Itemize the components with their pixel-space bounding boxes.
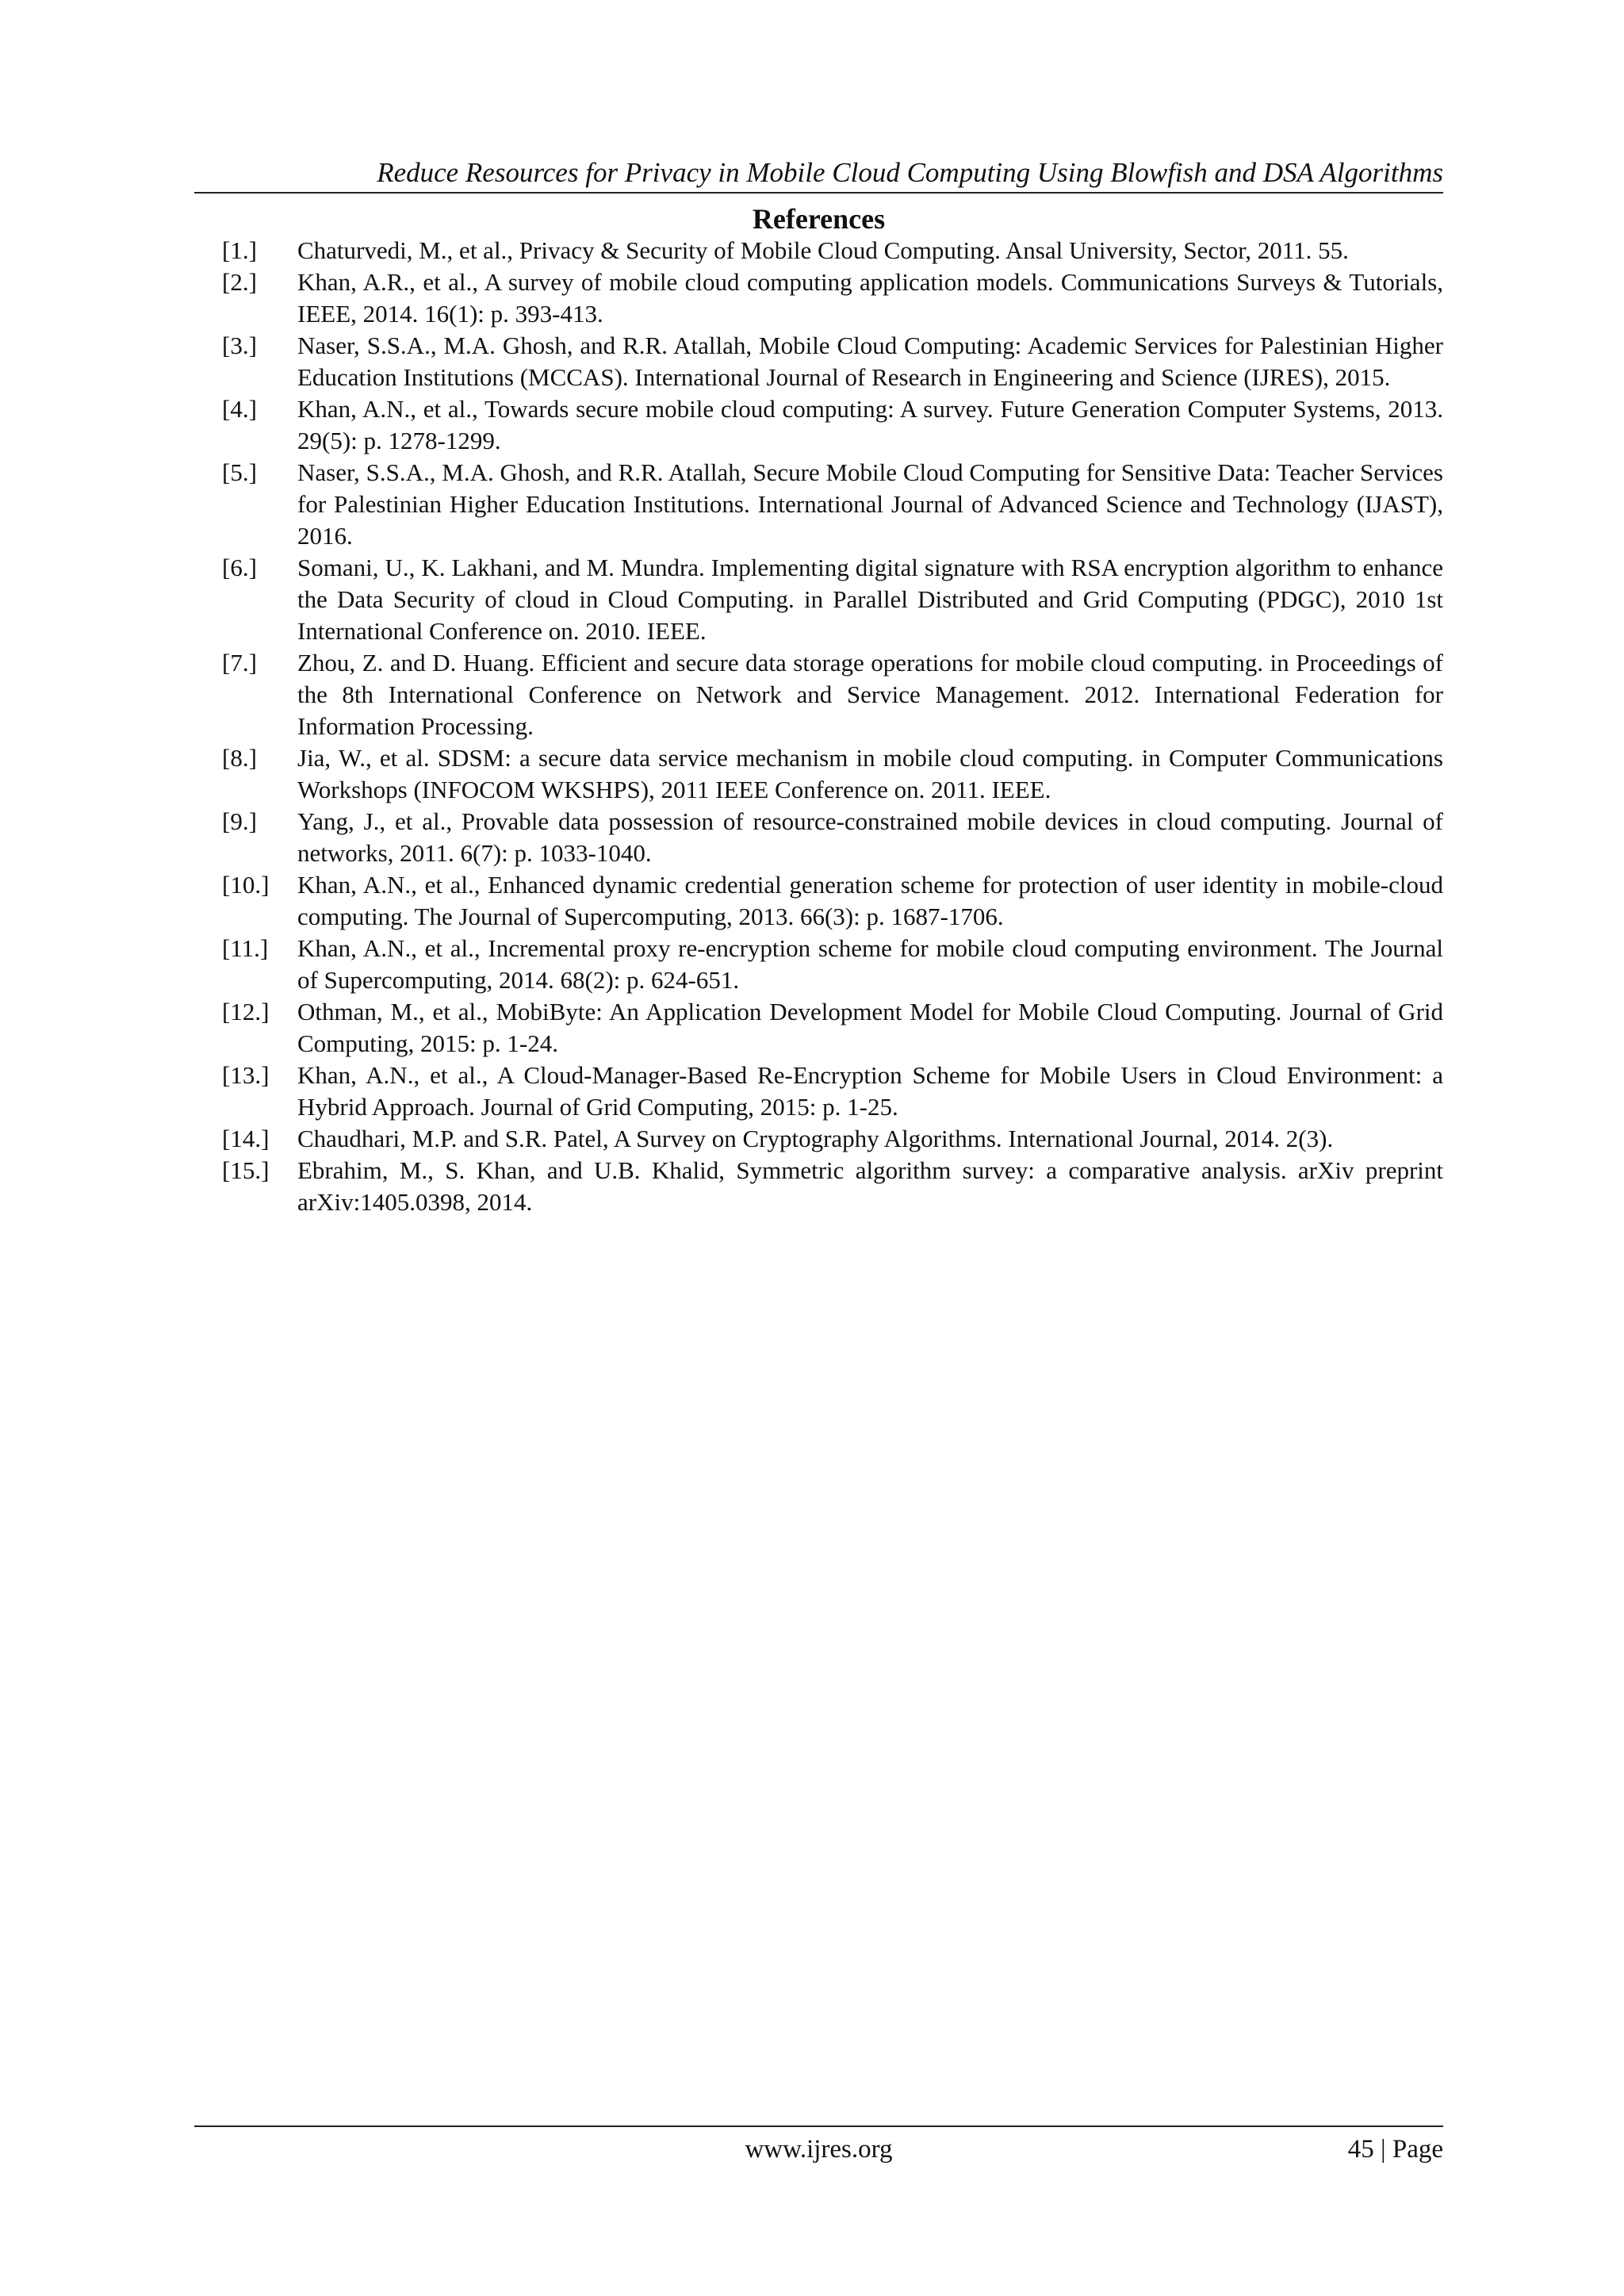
reference-text: Khan, A.R., et al., A survey of mobile cloud computing application models. Communications Surveys & Tutorials, IEEE, 2014. 16(1): p. 393-413.	[297, 268, 1443, 328]
reference-number: [2.]	[222, 268, 257, 296]
reference-list	[222, 235, 1443, 1218]
reference-number: [3.]	[222, 332, 257, 359]
reference-text: Naser, S.S.A., M.A. Ghosh, and R.R. Atallah, Secure Mobile Cloud Computing for Sensitive Data: Teacher Services for Palestinian Higher Education Institutions. International Journal of Advanced Science and Technology (IJAST), 2016.	[297, 458, 1443, 550]
reference-number: [14.]	[222, 1125, 270, 1152]
reference-text: Chaturvedi, M., et al., Privacy & Security of Mobile Cloud Computing. Ansal University, Sector, 2011. 55.	[297, 236, 1349, 264]
reference-item	[222, 393, 1443, 457]
reference-item	[222, 235, 1443, 266]
reference-number: [15.]	[222, 1156, 270, 1184]
reference-number: [7.]	[222, 649, 257, 677]
reference-text: Somani, U., K. Lakhani, and M. Mundra. Implementing digital signature with RSA encryption algorithm to enhance the Data Security of cloud in Cloud Computing. in Parallel Distributed and Grid Computing (PDGC), 2010 1st International Conference on. 2010. IEEE.	[297, 554, 1443, 645]
reference-text: Khan, A.N., et al., Towards secure mobile cloud computing: A survey. Future Generation Computer Systems, 2013. 29(5): p. 1278-1299.	[297, 395, 1443, 454]
running-header: Reduce Resources for Privacy in Mobile Cloud Computing Using Blowfish and DSA Algorithms	[377, 157, 1443, 188]
reference-text: Naser, S.S.A., M.A. Ghosh, and R.R. Atallah, Mobile Cloud Computing: Academic Services for Palestinian Higher Education Institutions (MCCAS). International Journal of Research in Engineering and Science (IJRES), 2015.	[297, 332, 1443, 391]
reference-text: Khan, A.N., et al., Enhanced dynamic credential generation scheme for protection of user identity in mobile-cloud computing. The Journal of Supercomputing, 2013. 66(3): p. 1687-1706.	[297, 871, 1443, 930]
reference-number: [13.]	[222, 1061, 270, 1089]
reference-text: Othman, M., et al., MobiByte: An Application Development Model for Mobile Cloud Computing. Journal of Grid Computing, 2015: p. 1-24.	[297, 998, 1443, 1057]
reference-item	[222, 742, 1443, 806]
reference-text: Ebrahim, M., S. Khan, and U.B. Khalid, Symmetric algorithm survey: a comparative analysis. arXiv preprint arXiv:1405.0398, 2014.	[297, 1156, 1443, 1216]
reference-item	[222, 1123, 1443, 1155]
reference-number: [9.]	[222, 807, 257, 835]
reference-number: [12.]	[222, 998, 270, 1025]
reference-item	[222, 266, 1443, 330]
reference-number: [1.]	[222, 236, 257, 264]
reference-item	[222, 552, 1443, 647]
reference-item	[222, 806, 1443, 869]
reference-number: [6.]	[222, 554, 257, 581]
reference-item	[222, 996, 1443, 1060]
reference-number: [10.]	[222, 871, 270, 899]
reference-item	[222, 1155, 1443, 1218]
reference-number: [4.]	[222, 395, 257, 423]
footer-website: www.ijres.org	[745, 2135, 893, 2164]
reference-item	[222, 933, 1443, 996]
reference-item	[222, 1060, 1443, 1123]
reference-item	[222, 647, 1443, 742]
header-rule	[194, 192, 1443, 194]
reference-item	[222, 457, 1443, 552]
reference-text: Chaudhari, M.P. and S.R. Patel, A Survey on Cryptography Algorithms. International Journal, 2014. 2(3).	[297, 1125, 1334, 1152]
reference-number: [8.]	[222, 744, 257, 772]
reference-text: Khan, A.N., et al., A Cloud-Manager-Based Re-Encryption Scheme for Mobile Users in Cloud Environment: a Hybrid Approach. Journal of Grid Computing, 2015: p. 1-25.	[297, 1061, 1443, 1121]
reference-text: Yang, J., et al., Provable data possession of resource-constrained mobile devices in cloud computing. Journal of networks, 2011. 6(7): p. 1033-1040.	[297, 807, 1443, 867]
footer-rule	[194, 2125, 1443, 2127]
reference-item	[222, 330, 1443, 393]
reference-number: [5.]	[222, 458, 257, 486]
section-title: References	[752, 203, 886, 235]
reference-text: Jia, W., et al. SDSM: a secure data service mechanism in mobile cloud computing. in Computer Communications Workshops (INFOCOM WKSHPS), 2011 IEEE Conference on. 2011. IEEE.	[297, 744, 1443, 803]
footer-page-number: 45 | Page	[1347, 2135, 1443, 2164]
reference-text: Khan, A.N., et al., Incremental proxy re-encryption scheme for mobile cloud computing environment. The Journal of Supercomputing, 2014. 68(2): p. 624-651.	[297, 934, 1443, 994]
reference-item	[222, 869, 1443, 933]
reference-number: [11.]	[222, 934, 269, 962]
reference-text: Zhou, Z. and D. Huang. Efficient and secure data storage operations for mobile cloud computing. in Proceedings of the 8th International Conference on Network and Service Management. 2012. International Federation for Information Processing.	[297, 649, 1443, 740]
